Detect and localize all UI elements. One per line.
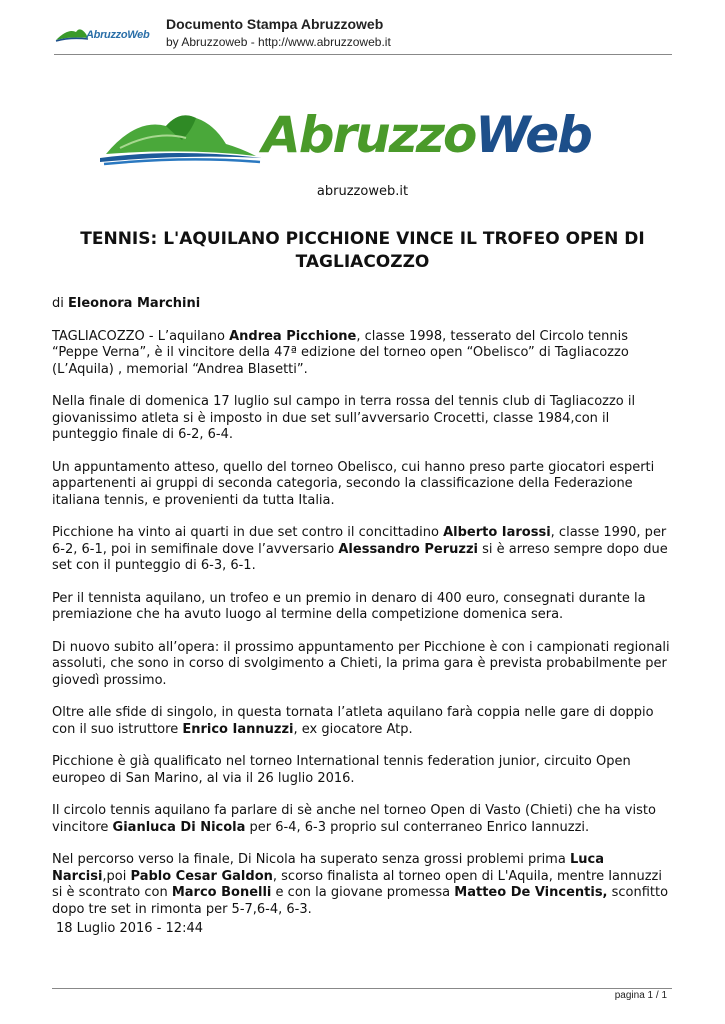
bold-name: Andrea Picchione [229, 328, 357, 344]
bold-name: Gianluca Di Nicola [112, 819, 246, 835]
publish-date: 18 Luglio 2016 - 12:44 [56, 921, 203, 936]
bold-name: Marco Bonelli [171, 885, 272, 900]
article-paragraph [52, 460, 672, 510]
article-paragraph [52, 394, 672, 444]
document-title: Documento Stampa Abruzzoweb [166, 16, 384, 32]
text-run: e con la giovane promessa [271, 885, 455, 900]
text-run: ,poi [102, 868, 131, 884]
text-run: Per il tennista aquilano, un trofeo e un premio in denaro di 400 euro, consegnati durante la premiazione che ha avuto luogo al termine della competizione domenica sera. [52, 590, 646, 622]
text-run: Picchione ha vinto ai quarti in due set contro il concittadino [52, 525, 444, 540]
article-paragraph [52, 640, 672, 690]
byline [52, 296, 672, 313]
bold-name: Pablo Cesar Galdon [130, 868, 273, 884]
text-run: TAGLIACOZZO - L’aquilano [52, 328, 230, 344]
article-paragraph [52, 754, 672, 787]
article-paragraph [52, 803, 672, 836]
text-run: Il circolo tennis aquilano fa parlare di sè anche nel torneo Open di Vasto (Chieti) che ha visto vincitore [52, 803, 656, 835]
text-run: , classe 1998, tesserato del Circolo tennis “Peppe Verna”, è il vincitore della 47ª edizione del torneo open “Obelisco” di Tagliacozzo (L’Aquila) , memorial “Andrea Blasetti”. [52, 328, 629, 377]
author-name: Eleonora Marchini [68, 296, 201, 311]
article-paragraph [52, 329, 672, 379]
text-run: Nel percorso verso la finale, Di Nicola ha superato senza grossi problemi prima [52, 852, 570, 867]
article-paragraph [52, 852, 672, 918]
site-name: abruzzoweb.it [316, 184, 409, 199]
bold-name: Matteo De Vincentis, [454, 885, 608, 900]
document-subtitle: by Abruzzoweb - http://www.abruzzoweb.it [166, 35, 391, 49]
article-paragraph [52, 705, 672, 738]
article-paragraphs [52, 329, 672, 919]
bold-name: Luca Narcisi [52, 852, 604, 884]
logo-wordmark-abruzzo: Abruzzo [262, 106, 476, 164]
header-logo-text: AbruzzoWeb [86, 29, 150, 41]
abruzzoweb-logo [96, 104, 606, 174]
mountains-icon [96, 104, 266, 174]
text-run: Picchione è già qualificato nel torneo International tennis federation junior, circuito Open europeo di San Marino, al via il 26 luglio 2016. [52, 754, 631, 786]
text-run: , classe 1990, per 6-2, 6-1, poi in semifinale dove l’avversario [52, 525, 667, 557]
text-run: sconfitto dopo tre set in rimonta per 5-7,6-4, 6-3. [52, 885, 669, 917]
article-paragraph [52, 591, 672, 624]
text-run: si è arreso sempre dopo due set con il punteggio di 6-3, 6-1. [52, 541, 668, 573]
logo-wordmark [262, 106, 591, 164]
bold-name: Alberto Iarossi [443, 525, 551, 540]
text-run: Nella finale di domenica 17 luglio sul campo in terra rossa del tennis club di Tagliacozzo il giovanissimo atleta si è imposto in due set sull’avversario Crocetti, classe 1984,con il punteggio finale di 6-2, 6-4. [52, 394, 636, 442]
text-run: Di nuovo subito all’opera: il prossimo appuntamento per Picchione è con i campionati regionali assoluti, che sono in corso di svolgimento a Chieti, la prima gara è prevista probabilmente per giovedì prossimo. [52, 639, 670, 688]
byline-prefix: di [52, 296, 68, 311]
text-run: per 6-4, 6-3 proprio sul conterraneo Enrico Iannuzzi. [245, 819, 590, 835]
bold-name: Alessandro Peruzzi [338, 541, 478, 557]
footer-divider [52, 988, 672, 989]
text-run: , scorso finalista al torneo open di L'Aquila, mentre Iannuzzi si è scontrato con [52, 868, 662, 900]
text-run: Oltre alle sfide di singolo, in questa tornata l’atleta aquilano farà coppia nelle gare di doppio con il suo istruttore [52, 705, 654, 737]
text-run: , ex giocatore Atp. [293, 721, 413, 737]
page-number: pagina 1 / 1 [614, 990, 667, 1001]
article-paragraph [52, 525, 672, 575]
print-header [54, 16, 672, 55]
article-body [52, 296, 672, 934]
article-title: TENNIS: L'AQUILANO PICCHIONE VINCE IL TROFEO OPEN DI TAGLIACOZZO [80, 229, 645, 272]
text-run: Un appuntamento atteso, quello del torneo Obelisco, cui hanno preso parte giocatori esperti appartenenti ai gruppi di seconda categoria, secondo la classificazione della Federazione italiana tennis, e provenienti da tutta Italia. [52, 459, 655, 508]
bold-name: Enrico Iannuzzi [182, 721, 294, 737]
header-logo [54, 22, 154, 46]
logo-wordmark-web: Web [475, 106, 591, 164]
